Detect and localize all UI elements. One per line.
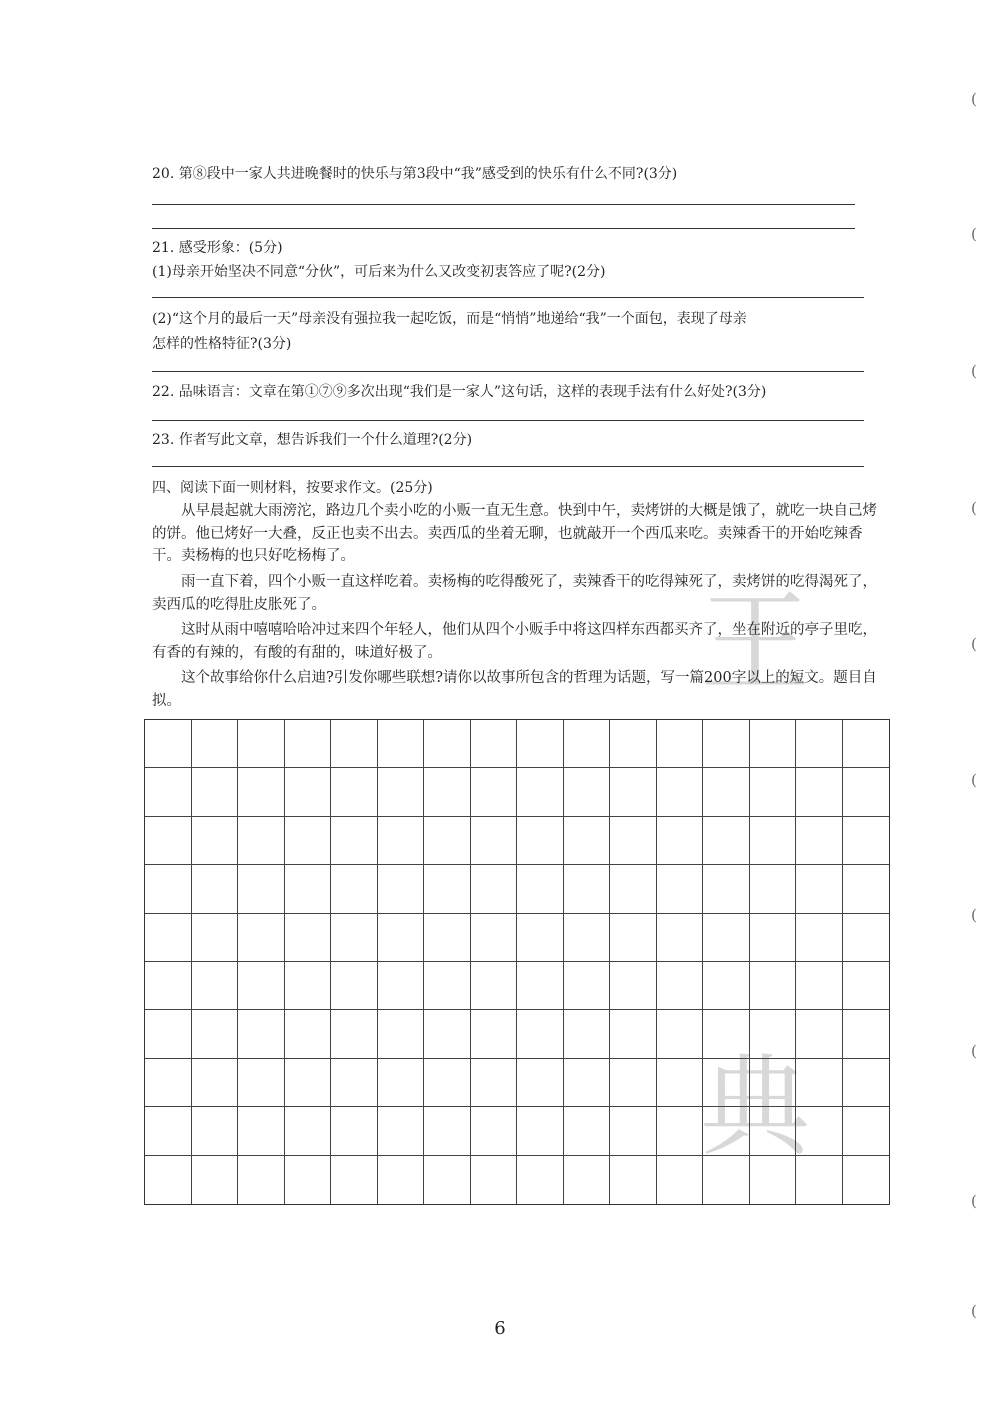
grid-cell[interactable] — [378, 1010, 425, 1058]
grid-cell[interactable] — [285, 768, 332, 816]
grid-cell[interactable] — [750, 1059, 797, 1107]
grid-cell[interactable] — [517, 817, 564, 865]
grid-cell[interactable] — [285, 1107, 332, 1155]
grid-cell[interactable] — [145, 817, 192, 865]
grid-cell[interactable] — [703, 768, 750, 816]
grid-cell[interactable] — [796, 1059, 843, 1107]
grid-cell[interactable] — [378, 817, 425, 865]
grid-cell[interactable] — [145, 962, 192, 1010]
grid-cell[interactable] — [843, 1156, 890, 1204]
binding-mark: ( — [971, 225, 977, 243]
composition-grid[interactable] — [144, 719, 890, 1205]
grid-cell[interactable] — [378, 768, 425, 816]
grid-cell[interactable] — [657, 720, 704, 768]
grid-cell[interactable] — [703, 865, 750, 913]
grid-cell[interactable] — [657, 768, 704, 816]
grid-cell[interactable] — [424, 817, 471, 865]
grid-cell[interactable] — [703, 962, 750, 1010]
grid-cell[interactable] — [192, 865, 239, 913]
answer-line[interactable] — [152, 420, 864, 421]
grid-cell[interactable] — [331, 768, 378, 816]
grid-cell[interactable] — [471, 720, 518, 768]
grid-cell[interactable] — [331, 720, 378, 768]
grid-cell[interactable] — [703, 720, 750, 768]
binding-mark: ( — [971, 1192, 977, 1210]
watermark-char: 王 — [700, 579, 810, 707]
grid-cell[interactable] — [703, 1156, 750, 1204]
grid-cell[interactable] — [750, 962, 797, 1010]
grid-cell[interactable] — [703, 1010, 750, 1058]
grid-cell[interactable] — [378, 865, 425, 913]
question-22: 22. 品味语言：文章在第①⑦⑨多次出现“我们是一家人”这句话，这样的表现手法有什么好处?(3分) — [152, 384, 767, 400]
grid-cell[interactable] — [331, 1059, 378, 1107]
grid-cell[interactable] — [796, 962, 843, 1010]
question-21-2-line1: (2)“这个月的最后一天”母亲没有强拉我一起吃饭，而是“悄悄”地递给“我”一个面包，表现了母亲 — [152, 311, 747, 327]
grid-cell[interactable] — [378, 1059, 425, 1107]
grid-cell[interactable] — [843, 865, 890, 913]
grid-cell[interactable] — [471, 1059, 518, 1107]
grid-cell[interactable] — [796, 817, 843, 865]
grid-cell[interactable] — [796, 1156, 843, 1204]
grid-cell[interactable] — [703, 817, 750, 865]
grid-cell[interactable] — [424, 1107, 471, 1155]
grid-cell[interactable] — [517, 1156, 564, 1204]
grid-cell[interactable] — [378, 962, 425, 1010]
answer-line[interactable] — [152, 228, 855, 229]
grid-cell[interactable] — [192, 1156, 239, 1204]
grid-cell[interactable] — [192, 962, 239, 1010]
grid-cell[interactable] — [610, 1107, 657, 1155]
grid-cell[interactable] — [843, 720, 890, 768]
grid-cell[interactable] — [331, 865, 378, 913]
material-paragraph-1: 从早晨起就大雨滂沱，路边几个卖小吃的小贩一直无生意。快到中午，卖烤饼的大概是饿了，就吃一块自己烤的饼。他已烤好一大叠，反正也卖不出去。卖西瓜的坐着无聊，也就敲开一个西瓜来吃。卖辣香干的开始吃辣香干。卖杨梅的也只好吃杨梅了。 — [152, 503, 877, 564]
grid-cell[interactable] — [564, 720, 611, 768]
grid-cell[interactable] — [796, 914, 843, 962]
grid-cell[interactable] — [145, 1059, 192, 1107]
grid-cell[interactable] — [145, 865, 192, 913]
grid-cell[interactable] — [703, 1059, 750, 1107]
question-21-1: (1)母亲开始坚决不同意“分伙”，可后来为什么又改变初衷答应了呢?(2分) — [152, 264, 606, 280]
grid-cell[interactable] — [285, 914, 332, 962]
grid-cell[interactable] — [564, 768, 611, 816]
grid-cell[interactable] — [796, 865, 843, 913]
grid-cell[interactable] — [238, 865, 285, 913]
grid-cell[interactable] — [424, 865, 471, 913]
binding-mark: ( — [971, 906, 977, 924]
grid-cell[interactable] — [192, 817, 239, 865]
grid-cell[interactable] — [471, 768, 518, 816]
question-21-2-line2: 怎样的性格特征?(3分) — [152, 336, 292, 352]
grid-cell[interactable] — [471, 865, 518, 913]
grid-cell[interactable] — [610, 914, 657, 962]
grid-cell[interactable] — [517, 1059, 564, 1107]
grid-cell[interactable] — [703, 914, 750, 962]
grid-cell[interactable] — [424, 962, 471, 1010]
grid-cell[interactable] — [610, 1010, 657, 1058]
answer-line[interactable] — [152, 371, 864, 372]
grid-cell[interactable] — [238, 817, 285, 865]
grid-cell[interactable] — [238, 914, 285, 962]
answer-line[interactable] — [152, 297, 864, 298]
grid-cell[interactable] — [331, 1010, 378, 1058]
grid-cell[interactable] — [750, 914, 797, 962]
grid-cell[interactable] — [424, 1156, 471, 1204]
answer-line[interactable] — [152, 466, 864, 467]
question-21-title: 21. 感受形象：(5分) — [152, 240, 283, 256]
grid-cell[interactable] — [657, 1059, 704, 1107]
watermark-char: 典 — [700, 1043, 810, 1171]
grid-cell[interactable] — [238, 1156, 285, 1204]
grid-cell[interactable] — [843, 962, 890, 1010]
grid-cell[interactable] — [424, 1059, 471, 1107]
grid-cell[interactable] — [145, 1010, 192, 1058]
grid-cell[interactable] — [564, 1156, 611, 1204]
grid-cell[interactable] — [424, 720, 471, 768]
grid-cell[interactable] — [238, 1107, 285, 1155]
grid-cell[interactable] — [657, 865, 704, 913]
grid-cell[interactable] — [517, 914, 564, 962]
grid-cell[interactable] — [657, 1107, 704, 1155]
grid-cell[interactable] — [703, 1107, 750, 1155]
grid-cell[interactable] — [750, 1156, 797, 1204]
grid-cell[interactable] — [843, 1010, 890, 1058]
grid-cell[interactable] — [424, 914, 471, 962]
grid-cell[interactable] — [610, 720, 657, 768]
grid-cell[interactable] — [843, 817, 890, 865]
grid-cell[interactable] — [192, 1010, 239, 1058]
grid-cell[interactable] — [331, 962, 378, 1010]
grid-cell[interactable] — [564, 817, 611, 865]
grid-cell[interactable] — [610, 1059, 657, 1107]
grid-cell[interactable] — [843, 1107, 890, 1155]
grid-cell[interactable] — [750, 1010, 797, 1058]
grid-cell[interactable] — [657, 1010, 704, 1058]
grid-cell[interactable] — [796, 768, 843, 816]
grid-cell[interactable] — [750, 1107, 797, 1155]
grid-cell[interactable] — [331, 1107, 378, 1155]
grid-cell[interactable] — [471, 962, 518, 1010]
grid-cell[interactable] — [238, 1010, 285, 1058]
binding-mark: ( — [971, 1302, 977, 1320]
grid-cell[interactable] — [843, 1059, 890, 1107]
section-4-title: 四、阅读下面一则材料，按要求作文。(25分) — [152, 480, 433, 496]
grid-cell[interactable] — [238, 1059, 285, 1107]
grid-cell[interactable] — [285, 865, 332, 913]
question-23: 23. 作者写此文章，想告诉我们一个什么道理?(2分) — [152, 432, 473, 448]
grid-cell[interactable] — [238, 962, 285, 1010]
grid-cell[interactable] — [657, 817, 704, 865]
grid-cell[interactable] — [610, 817, 657, 865]
grid-cell[interactable] — [750, 865, 797, 913]
grid-cell[interactable] — [192, 768, 239, 816]
grid-cell[interactable] — [517, 865, 564, 913]
grid-cell[interactable] — [796, 1010, 843, 1058]
grid-cell[interactable] — [331, 914, 378, 962]
grid-cell[interactable] — [796, 1107, 843, 1155]
grid-cell[interactable] — [378, 1156, 425, 1204]
grid-cell[interactable] — [238, 720, 285, 768]
grid-cell[interactable] — [285, 817, 332, 865]
grid-cell[interactable] — [192, 914, 239, 962]
grid-cell[interactable] — [610, 865, 657, 913]
writing-prompt: 这个故事给你什么启迪?引发你哪些联想?请你以故事所包含的哲理为话题，写一篇200字以上的短文。题目自拟。 — [152, 670, 877, 709]
grid-cell[interactable] — [471, 817, 518, 865]
answer-line[interactable] — [152, 204, 855, 205]
grid-cell[interactable] — [564, 865, 611, 913]
grid-cell[interactable] — [145, 914, 192, 962]
grid-cell[interactable] — [192, 1107, 239, 1155]
grid-cell[interactable] — [238, 768, 285, 816]
grid-cell[interactable] — [145, 720, 192, 768]
grid-cell[interactable] — [796, 720, 843, 768]
grid-cell[interactable] — [750, 768, 797, 816]
grid-cell[interactable] — [517, 1107, 564, 1155]
grid-cell[interactable] — [517, 1010, 564, 1058]
binding-mark: ( — [971, 1042, 977, 1060]
binding-mark: ( — [971, 90, 977, 108]
grid-cell[interactable] — [192, 720, 239, 768]
binding-mark: ( — [971, 499, 977, 517]
grid-cell[interactable] — [610, 1156, 657, 1204]
grid-cell[interactable] — [424, 1010, 471, 1058]
grid-cell[interactable] — [331, 1156, 378, 1204]
grid-cell[interactable] — [192, 1059, 239, 1107]
grid-cell[interactable] — [517, 720, 564, 768]
grid-cell[interactable] — [564, 1010, 611, 1058]
grid-cell[interactable] — [657, 1156, 704, 1204]
binding-mark: ( — [971, 362, 977, 380]
page-number: 6 — [494, 1318, 506, 1339]
binding-mark: ( — [971, 771, 977, 789]
grid-cell[interactable] — [471, 1107, 518, 1155]
grid-cell[interactable] — [750, 720, 797, 768]
grid-cell[interactable] — [564, 914, 611, 962]
grid-cell[interactable] — [378, 720, 425, 768]
material-paragraph-2: 雨一直下着，四个小贩一直这样吃着。卖杨梅的吃得酸死了，卖辣香干的吃得辣死了，卖烤饼的吃得渴死了，卖西瓜的吃得肚皮胀死了。 — [152, 574, 877, 613]
grid-cell[interactable] — [517, 768, 564, 816]
grid-cell[interactable] — [843, 768, 890, 816]
grid-cell[interactable] — [378, 914, 425, 962]
grid-cell[interactable] — [471, 914, 518, 962]
grid-cell[interactable] — [657, 914, 704, 962]
grid-cell[interactable] — [285, 1156, 332, 1204]
grid-cell[interactable] — [517, 962, 564, 1010]
grid-cell[interactable] — [657, 962, 704, 1010]
grid-cell[interactable] — [610, 962, 657, 1010]
grid-cell[interactable] — [564, 1107, 611, 1155]
grid-cell[interactable] — [843, 914, 890, 962]
grid-cell[interactable] — [145, 1107, 192, 1155]
grid-cell[interactable] — [471, 1010, 518, 1058]
grid-cell[interactable] — [285, 1059, 332, 1107]
grid-cell[interactable] — [471, 1156, 518, 1204]
question-20: 20. 第⑧段中一家人共进晚餐时的快乐与第3段中“我”感受到的快乐有什么不同?(3分) — [152, 166, 678, 182]
grid-cell[interactable] — [564, 962, 611, 1010]
grid-cell[interactable] — [610, 768, 657, 816]
grid-cell[interactable] — [331, 817, 378, 865]
grid-cell[interactable] — [285, 1010, 332, 1058]
grid-cell[interactable] — [378, 1107, 425, 1155]
grid-cell[interactable] — [424, 768, 471, 816]
material-paragraph-3: 这时从雨中嘻嘻哈哈冲过来四个年轻人，他们从四个小贩手中将这四样东西都买齐了，坐在附近的亭子里吃，有香的有辣的，有酸的有甜的，味道好极了。 — [152, 622, 877, 661]
grid-cell[interactable] — [285, 720, 332, 768]
grid-cell[interactable] — [145, 768, 192, 816]
grid-cell[interactable] — [145, 1156, 192, 1204]
grid-cell[interactable] — [564, 1059, 611, 1107]
binding-mark: ( — [971, 635, 977, 653]
grid-cell[interactable] — [285, 962, 332, 1010]
grid-cell[interactable] — [750, 817, 797, 865]
